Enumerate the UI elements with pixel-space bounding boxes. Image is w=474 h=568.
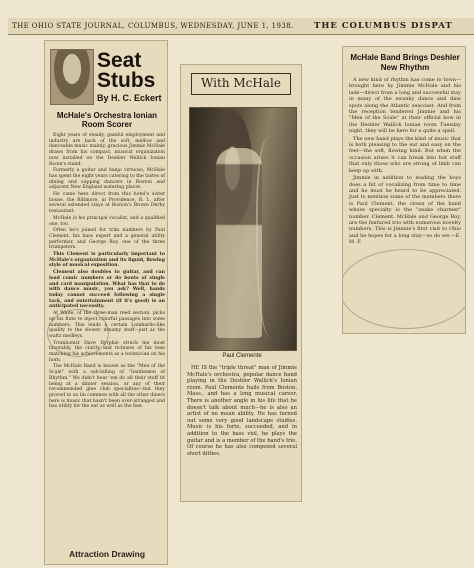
musician-photo bbox=[189, 107, 297, 351]
next-headline-fragment: Attraction Drawing bbox=[68, 549, 146, 559]
column-masthead: Seat Stubs bbox=[97, 49, 156, 92]
article-paragraph: At Waite, of the three-man reed section, picks up his flute to inject colorful passages into some numbers. This lends a certain Lombardo-like quality to the slower, dreamy stuff—just as the waltz medleys. bbox=[49, 311, 165, 339]
article-paragraph: Often he's joined for trim numbers by Paul Clement, his bass expert and a general utility performer, and George Roy, one of the three trumpeters. bbox=[49, 228, 165, 251]
article-paragraph: Trombonist Dave Dyrphie struck me most favorably, the clarity and richness of his tone matching his achievements as a technician on his horn. bbox=[49, 340, 165, 363]
article-paragraph: This Clement is particularly important to McHale's organization and its liquid, flowing style of musical exposition. bbox=[49, 252, 165, 269]
article-paragraph: The new band plays the kind of music that is both pleasing to the ear and easy on the feet—the soft, flowing kind. But when the occasion arises it can break into hot stuff that only those who are strong of limb can keep up with. bbox=[349, 135, 461, 174]
article-paragraph: HE IS the "triple threat" man of Jimmie McHale's orchestra, popular dance band playing in the Deshler Wallick's Ionian room. Paul Clemente hails from Boston, Mass., and has a long musical career. There is another angle in his life that he doesn't talk about much—he is also an artist of no mean ability. He has turned out some very good landscape studies. Music is his forte, succeeded, and in addition to the bass viol, he plays the guitar and is a member of the band's trio. Of course he has also composed several short ditties. bbox=[187, 365, 297, 457]
article-paragraph: He came here direct from this hotel's sister house, the Biltmore, in Providence, R. I., after several extended stays at Boston's Brown Derby restaurant. bbox=[49, 192, 165, 215]
newspaper-dateline-strip: THE OHIO STATE JOURNAL, COLUMBUS, WEDNESDAY, JUNE 1, 1938. bbox=[8, 18, 312, 35]
seat-stubs-clipping bbox=[44, 40, 168, 565]
article-headline: McHale's Orchestra Ionian Room Scorer bbox=[56, 111, 158, 129]
article-body bbox=[349, 77, 461, 247]
article-paragraph: Clement also doubles to guitar, and can lead comic numbers or do bouts of single and card manipulation. What has that to do with dance music, you ask? Well, hands today cannot succeed following a single tack, and entertainment (if it's good) is an anticipated necessity. bbox=[49, 270, 165, 310]
newspaper-name-strip: THE COLUMBUS DISPAT bbox=[310, 18, 474, 35]
columnist-portrait bbox=[50, 49, 94, 105]
column-byline: By H. C. Eckert bbox=[97, 93, 162, 103]
article-paragraph: Formerly a guitar and banjo virtuoso, McHale has spent the eight years catering to the tastes of dining and supping dancers in Boston and adjacent New England watering places. bbox=[49, 168, 165, 191]
article-paragraph: Eight years of steady, gainful employment and industry are back of the soft, mellow and danceable music mainly, gracious Jimmie McHale draws from his compact, musical organization now installed on the Deshler Wallick Ionian Room's stand. bbox=[49, 133, 165, 167]
article-headline: McHale Band Brings Deshler New Rhythm bbox=[350, 53, 460, 72]
photo-bass-viol bbox=[256, 138, 288, 338]
dispatch-clipping bbox=[342, 46, 466, 334]
pencil-circle-mark bbox=[342, 249, 466, 329]
with-mchale-clipping bbox=[180, 64, 302, 502]
article-paragraph: Jimmie in addition to leading the boys does a bit of vocalizing from time to time and he must be heard to be appreciated. Just to mention some of the members there is Paul Clement, the clown of the band whose specialty is the "snake charmer" number. Clement, McHale and George Roy, are the featured trio with numerous novelty numbers. This is Jimmie's first visit to Ohio and he hopes for a long stay—so do we.—E. M. F. bbox=[349, 175, 461, 246]
article-paragraph: McHale is his principal vocalist, and a qualified one, too. bbox=[49, 215, 165, 227]
article-body bbox=[187, 365, 297, 458]
article-body bbox=[49, 133, 165, 411]
photo-caption: Paul Clemente bbox=[222, 353, 262, 359]
clipping-title: With McHale bbox=[191, 73, 291, 95]
pencil-circle-mark bbox=[47, 309, 109, 357]
article-paragraph: The McHale Band is known as the "Men of the Scale" with a sub-billing of "Gentlemen of Rhythm." We didn't hear 'em do all their stuff tit being at a dinner session, or any of their recommended glee club specialties—but they proved to us tin common with all the other diners here is music that hasn't been over-arranged and has utility for the ear as well as the feet. bbox=[49, 364, 165, 410]
article-paragraph: A new kind of rhythm has come to town—brought here by Jimmie McHale and his lads—direct from a long and successful stay in many of the swanky dance and dine spots along the Atlantic seacoast. And from the reception tendered Jimmie and his "Men of the Scale" at their official bow in the Deshler Wallick Ionian room Tuesday night, they will be here for a quite a spell. bbox=[349, 77, 461, 135]
